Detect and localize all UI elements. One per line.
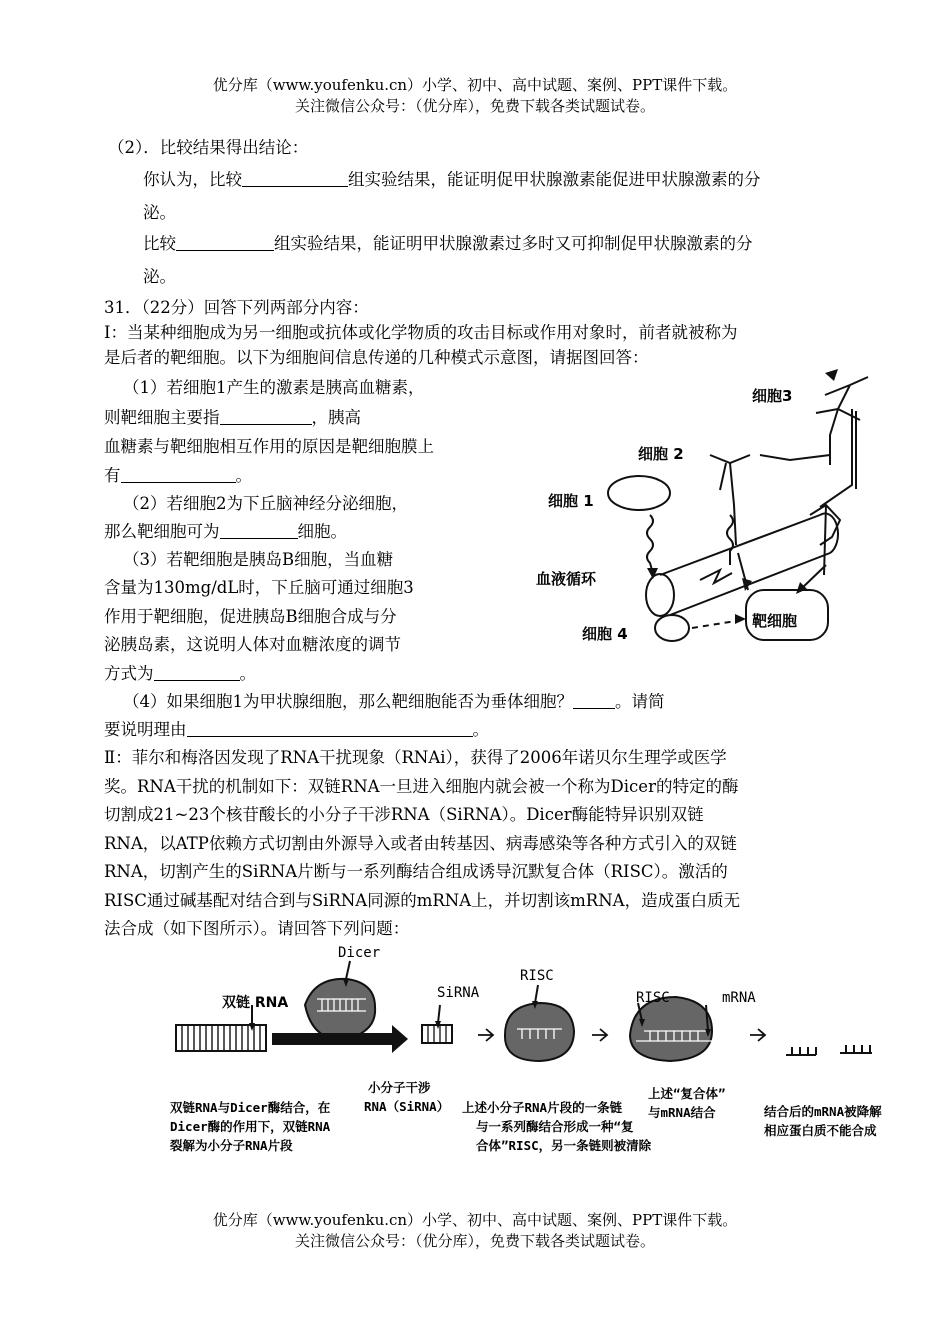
- risc-blob-1: [505, 1003, 574, 1061]
- fig2-caption-4b: 相应蛋白质不能合成: [764, 1123, 877, 1138]
- partII-line-2: 奖。RNA干扰的机制如下：双链RNA一旦进入细胞内就会被一个称为Dicer的特定的酶: [104, 777, 739, 796]
- fig1-label-cell2: 细胞 2: [638, 445, 684, 463]
- answer-blank[interactable]: [220, 408, 312, 425]
- q31-intro-2: 是后者的靶细胞。以下为细胞间信息传递的几种模式示意图，请据图回答：: [104, 348, 649, 367]
- fig1-label-blood: 血液循环: [536, 570, 597, 588]
- risc-blob-2: [630, 997, 712, 1061]
- neuron-near-target: [810, 505, 840, 575]
- q3-line-2: 含量为130mg/dL时，下丘脑可通过细胞3: [104, 578, 414, 597]
- q1-line-2: 则靶细胞主要指 ，胰高: [104, 408, 361, 427]
- blood-vessel: [660, 515, 830, 615]
- q2-line-1: （2）若细胞2为下丘脑神经分泌细胞，: [123, 494, 408, 513]
- partII-line-1: Ⅱ：菲尔和梅洛因发现了RNA干扰现象（RNAi），获得了2006年诺贝尔生理学或医学: [104, 748, 727, 767]
- q1-line-3: 血糖素与靶细胞相互作用的原因是靶细胞膜上: [104, 437, 434, 456]
- partII-line-6: RISC通过碱基配对结合到与SiRNA同源的mRNA上，并切割该mRNA，造成蛋白质无: [104, 891, 741, 910]
- q1-line-4: 有 。: [104, 466, 252, 485]
- fig2-caption-2a: 上述小分子RNA片段的一条链: [462, 1100, 623, 1115]
- partII-line-3: 切割成21~23个核苷酸长的小分子干涉RNA（SiRNA）。Dicer酶能特异识别双链: [104, 805, 704, 824]
- header-line-2: 关注微信公众号：（优分库），免费下载各类试题试卷。: [294, 97, 655, 115]
- fig2-caption-1b: Dicer酶的作用下，双链RNA: [170, 1119, 331, 1134]
- fig2-label-dicer: Dicer: [338, 945, 381, 961]
- answer-blank[interactable]: [187, 720, 473, 737]
- fig1-label-cell3: 细胞3: [752, 387, 793, 405]
- fig2-caption-1a: 双链RNA与Dicer酶结合，在: [170, 1100, 331, 1115]
- fig2-label-sirna: SiRNA: [437, 985, 480, 1001]
- fig2-caption-2c: 合体”RISC，另一条链则被清除: [476, 1138, 652, 1153]
- cell4-oval: [655, 615, 689, 641]
- q3-line-5: 方式为 。: [104, 664, 256, 683]
- cell-signaling-diagram: [520, 365, 890, 665]
- fig1-label-target: 靶细胞: [752, 612, 798, 630]
- q4-line-1: （4）如果细胞1为甲状腺细胞，那么靶细胞能否为垂体细胞？ 。请简: [123, 692, 665, 711]
- partII-line-5: RNA，切割产生的SiRNA片断与一系列酶结合组成诱导沉默复合体（RISC）。激活的: [104, 862, 728, 881]
- fig2-small-2: RNA（SiRNA）: [364, 1099, 450, 1114]
- answer-blank[interactable]: [242, 170, 348, 187]
- fig1-label-cell4: 细胞 4: [582, 625, 628, 643]
- q3-line-4: 泌胰岛素，这说明人体对血糖浓度的调节: [104, 635, 401, 654]
- fig2-label-risc-1: RISC: [520, 968, 554, 984]
- fig2-caption-3b: 与mRNA结合: [648, 1105, 716, 1120]
- answer-blank[interactable]: [220, 522, 298, 539]
- q31-intro-1: Ⅰ：当某种细胞成为另一细胞或抗体或化学物质的攻击目标或作用对象时，前者就被称为: [104, 323, 738, 342]
- part2-sentence-2: 比较 组实验结果，能证明甲状腺激素过多时又可抑制促甲状腺激素的分: [143, 234, 753, 253]
- fig2-label-mrna: mRNA: [722, 990, 756, 1006]
- q31-title: 31．（22分）回答下列两部分内容：: [104, 298, 369, 317]
- header-line-1: 优分库（www.youfenku.cn）小学、初中、高中试题、案例、PPT课件下载。: [212, 76, 738, 94]
- q1-line-1: （1）若细胞1产生的激素是胰高血糖素，: [123, 378, 425, 397]
- partII-line-4: RNA，以ATP依赖方式切割由外源导入或者由转基因、病毒感染等各种方式引入的双链: [104, 834, 737, 853]
- cell2-neuron: [710, 455, 750, 545]
- part2-sentence-1: 你认为，比较 组实验结果，能证明促甲状腺激素能促进甲状腺激素的分: [143, 170, 761, 189]
- q3-line-3: 作用于靶细胞，促进胰岛B细胞合成与分: [104, 607, 397, 626]
- fig2-caption-3a: 上述“复合体”: [648, 1086, 726, 1101]
- q3-line-1: （3）若靶细胞是胰岛B细胞，当血糖: [123, 550, 394, 569]
- fig1-label-cell1: 细胞 1: [548, 492, 594, 510]
- q2-line-2: 那么靶细胞可为 细胞。: [104, 522, 347, 541]
- cell1-oval: [608, 476, 670, 510]
- fig2-caption-4a: 结合后的mRNA被降解: [764, 1104, 882, 1119]
- fig2-small-1: 小分子干涉: [368, 1080, 431, 1095]
- answer-blank[interactable]: [573, 692, 615, 709]
- fig2-caption-2b: 与一系列酶结合形成一种“复: [476, 1119, 634, 1134]
- q4-line-2: 要说明理由 。: [104, 720, 489, 739]
- mrna-fragment-1: [786, 1047, 816, 1055]
- footer-line-2: 关注微信公众号：（优分库），免费下载各类试题试卷。: [294, 1232, 655, 1250]
- fig2-caption-1c: 裂解为小分子RNA片段: [170, 1138, 293, 1153]
- sirna-fragment: [422, 1025, 452, 1043]
- part2-sentence-1-end: 泌。: [143, 203, 176, 222]
- partII-line-7: 法合成（如下图所示）。请回答下列问题：: [104, 919, 410, 938]
- fig2-label-dsrna: 双链 RNA: [222, 995, 289, 1011]
- part2-sentence-2-end: 泌。: [143, 267, 176, 286]
- footer-line-1: 优分库（www.youfenku.cn）小学、初中、高中试题、案例、PPT课件下载。: [212, 1211, 738, 1229]
- part2-heading: （2）．比较结果得出结论：: [108, 138, 309, 157]
- answer-blank[interactable]: [121, 466, 236, 483]
- fig2-label-risc-2: RISC: [636, 990, 670, 1006]
- answer-blank[interactable]: [154, 664, 240, 681]
- cell3-neuron: [816, 377, 868, 465]
- answer-blank[interactable]: [176, 234, 274, 251]
- mrna-fragment-2: [840, 1045, 872, 1053]
